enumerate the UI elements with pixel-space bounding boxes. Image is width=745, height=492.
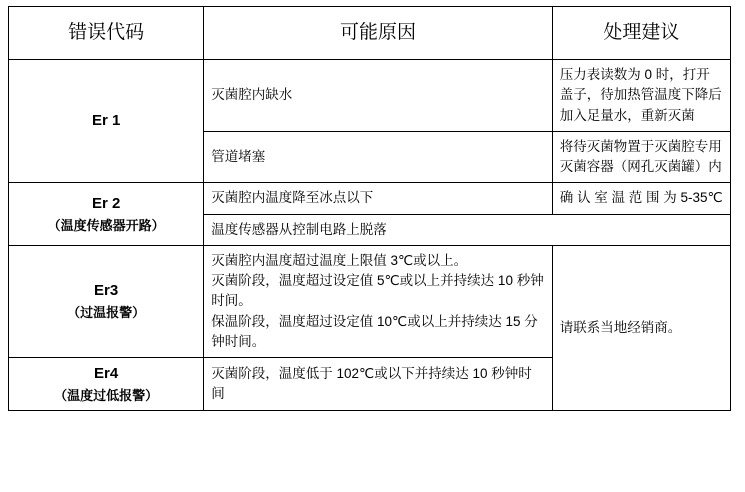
error-code-cell-er3: [9, 245, 204, 357]
error-code-document: [0, 6, 745, 492]
cause-line: 保温阶段，温度超过设定值 10℃或以上并持续达 15 分钟时间。: [211, 313, 538, 349]
cause-line: 灭菌阶段，温度超过设定值 5℃或以上并持续达 10 秒钟时间。: [211, 273, 544, 309]
error-code-label: Er 2: [91, 195, 121, 212]
table-header-row: [9, 7, 731, 60]
advice-cell: 将待灭菌物置于灭菌腔专用灭菌容器（网孔灭菌罐）内: [552, 131, 730, 183]
error-code-cell-er2: [9, 183, 204, 246]
advice-cell: 请联系当地经销商。: [552, 245, 730, 410]
table-row: [9, 60, 731, 132]
column-header-error-code: 错误代码: [9, 7, 204, 60]
table-row: [9, 245, 731, 357]
advice-cell: 确 认 室 温 范 围 为 5-35℃: [552, 183, 730, 214]
cause-cell: 管道堵塞: [204, 131, 552, 183]
cause-cell: 灭菌阶段，温度低于 102℃或以下并持续达 10 秒钟时间: [204, 358, 552, 411]
cause-cell: 灭菌腔内温度降至冰点以下: [204, 183, 552, 214]
cause-cell: [204, 245, 552, 357]
cause-line: 灭菌腔内温度超过温度上限值 3℃或以上。: [211, 252, 468, 268]
error-code-sublabel: （温度过低报警）: [54, 387, 159, 403]
error-code-cell-er4: [9, 358, 204, 411]
error-code-label: Er4: [94, 365, 119, 382]
error-code-label: Er 1: [91, 111, 121, 129]
column-header-possible-cause: 可能原因: [204, 7, 552, 60]
cause-cell: 灭菌腔内缺水: [204, 60, 552, 132]
cause-cell: 温度传感器从控制电路上脱落: [204, 214, 731, 245]
error-code-sublabel: （温度传感器开路）: [47, 217, 165, 233]
error-code-table: [8, 6, 731, 411]
advice-cell: 压力表读数为 0 时，打开盖子，待加热管温度下降后加入足量水，重新灭菌: [552, 60, 730, 132]
error-code-cell-er1: [9, 60, 204, 183]
table-row: [9, 183, 731, 214]
error-code-sublabel: （过温报警）: [67, 304, 146, 320]
error-code-label: Er3: [94, 282, 119, 300]
column-header-advice: 处理建议: [552, 7, 730, 60]
